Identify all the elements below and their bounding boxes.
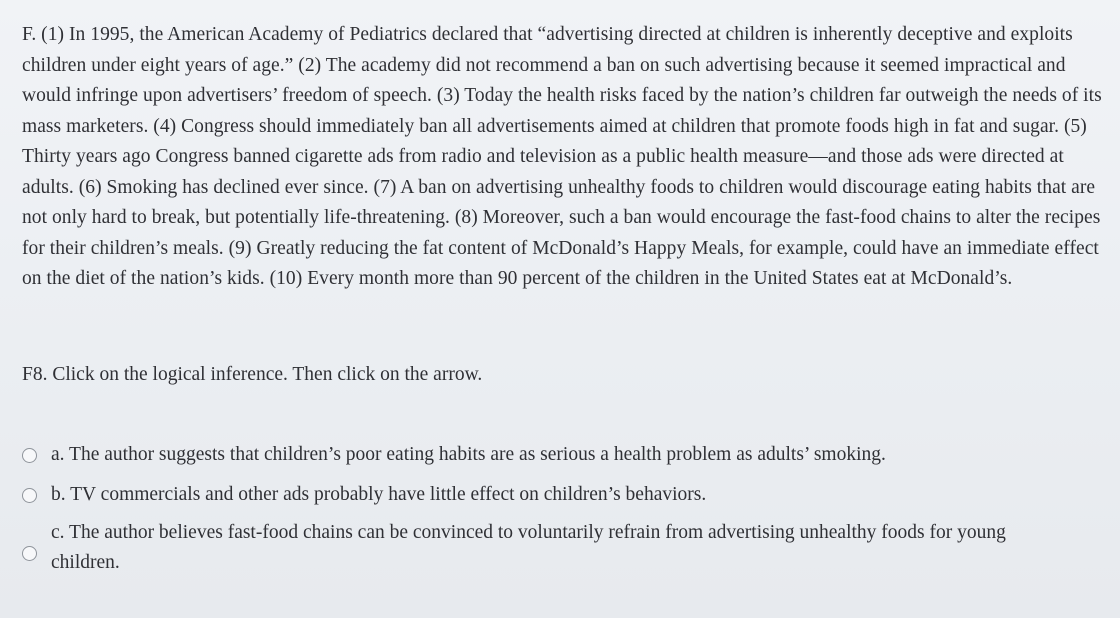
option-c[interactable] xyxy=(22,518,1071,578)
reading-passage: F. (1) In 1995, the American Academy of Pediatrics declared that “advertising directed at children is inherently deceptive and exploits children under eight years of age.” (2) The academy did not recommend a ban on such advertising because it seemed impractical and would infringe upon advertisers’ freedom of speech. (3) Today the health risks faced by the nation’s children far outweigh the needs of its mass marketers. (4) Congress should immediately ban all advertisements aimed at children that promote foods high in fat and sugar. (5) Thirty years ago Congress banned cigarette ads from radio and television as a public health measure—and those ads were directed at adults. (6) Smoking has declined ever since. (7) A ban on advertising unhealthy foods to children would discourage eating habits that are not only hard to break, but potentially life-threatening. (8) Moreover, such a ban would encourage the fast-food chains to alter the recipes for their children’s meals. (9) Greatly reducing the fat content of McDonald’s Happy Meals, for example, could have an immediate effect on the diet of the nation’s kids. (10) Every month more than 90 percent of the children in the United States eat at McDonald’s. xyxy=(22,24,1102,289)
option-b[interactable] xyxy=(22,480,706,510)
radio-button-a[interactable] xyxy=(22,448,37,463)
option-b-label: b. TV commercials and other ads probably have little effect on children’s behaviors. xyxy=(51,484,707,505)
option-a[interactable] xyxy=(22,440,886,470)
question-prompt: F8. Click on the logical inference. Then click on the arrow. xyxy=(22,364,483,385)
radio-button-b[interactable] xyxy=(22,488,37,503)
radio-button-c[interactable] xyxy=(22,546,37,561)
option-a-label: a. The author suggests that children’s poor eating habits are as serious a health problem as adults’ smoking. xyxy=(51,444,886,465)
option-c-label: c. The author believes fast-food chains can be convinced to voluntarily refrain from advertising unhealthy foods for young children. xyxy=(51,522,1006,573)
